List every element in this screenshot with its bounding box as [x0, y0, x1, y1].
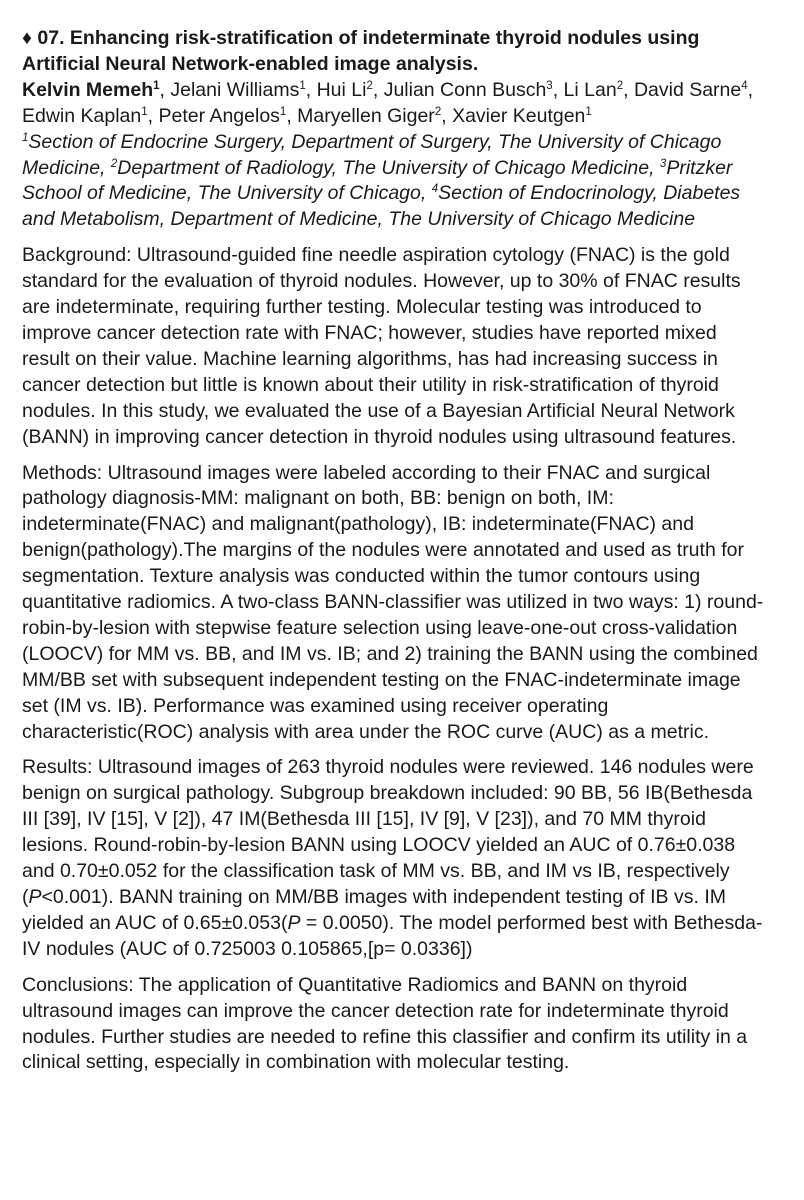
author-7: Peter Angelos$^1$	[158, 104, 287, 127]
author-4: Li Lan$^2$	[563, 78, 624, 101]
results-text-2: <0.001). BANN training on MM/BB images with independent testing of IB vs. IM yielded an AUC of 0.65±0.053(	[22, 886, 726, 934]
results-text-3: = 0.0050). The model performed best with Bethesda-IV nodules (AUC of 0.725003 0.105865,[p= 0.0336])	[22, 911, 763, 960]
results-p-symbol-2: P	[287, 911, 301, 934]
conclusions-label: Conclusions:	[22, 973, 134, 996]
abstract-title	[22, 26, 764, 78]
background-section	[22, 243, 764, 450]
author-8: Maryellen Giger$^2$	[297, 104, 442, 127]
background-text: Ultrasound-guided fine needle aspiration cytology (FNAC) is the gold standard for the evaluation of thyroid nodules. However, up to 30% of FNAC results are indeterminate, requiring further testing. Molecular testing was introduced to improve cancer detection rate with FNAC; however, studies have reported mixed result on their value. Machine learning algorithms, has had increasing success in cancer detection but little is known about their utility in risk-stratification of thyroid nodules. In this study, we evaluated the use of a Bayesian Artificial Neural Network (BANN) in improving cancer detection in thyroid nodules using ultrasound features.	[22, 244, 741, 448]
methods-text: Ultrasound images were labeled according to their FNAC and surgical pathology diagnosis-MM: malignant on both, BB: benign on both, IM: indeterminate(FNAC) and malignant(pathology), IB: indeterminate(FNAC) and benign(pathology).The margins of the nodules were annotated and used as truth for segmentation. Texture analysis was conducted within the tumor contours using quantitative radiomics. A two-class BANN-classifier was utilized in two ways: 1) round-robin-by-lesion with stepwise feature selection using leave-one-out cross-validation (LOOCV) for MM vs. BB, and IM vs. IB; and 2) training the BANN using the combined MM/BB set with subsequent independent testing on the FNAC-indeterminate image set (IM vs. IB). Performance was examined using receiver operating characteristic(ROC) analysis with area under the ROC curve (AUC) as a metric.	[22, 461, 764, 743]
abstract-title-text: Enhancing risk-stratification of indeterminate thyroid nodules using Artificial Neural Network-enabled image analysis.	[22, 27, 700, 75]
results-label: Results:	[22, 756, 93, 779]
conclusions-text: The application of Quantitative Radiomics and BANN on thyroid ultrasound images can improve the cancer detection rate for indeterminate thyroid nodules. Further studies are needed to refine this classifier and confirm its utility in a clinical setting, especially in combination with molecular testing.	[22, 973, 748, 1074]
author-9: Xavier Keutgen$^1$	[452, 104, 592, 127]
results-section	[22, 755, 764, 962]
results-text-1: Ultrasound images of 263 thyroid nodules were reviewed. 146 nodules were benign on surgical pathology. Subgroup breakdown included: 90 BB, 56 IB(Bethesda III [39], IV [15], V [2]), 47 IM(Bethesda III [15], IV [9], V [23]), and 70 MM thyroid lesions. Round-robin-by-lesion BANN using LOOCV yielded an AUC of 0.76±0.038 and 0.70±0.052 for the classification task of MM vs. BB, and IM vs IB, respectively (	[22, 756, 754, 908]
conclusions-section	[22, 973, 764, 1077]
author-0: Kelvin Memeh$^1$	[22, 78, 160, 101]
methods-label: Methods:	[22, 461, 103, 484]
author-2: Hui Li$^2$	[316, 78, 373, 101]
affiliation-4: $^4$Section of Endocrinology, Diabetes and Metabolism, Department of Medicine, The University of Chicago Medicine	[22, 182, 741, 231]
diamond-bullet-icon: ♦	[22, 27, 32, 49]
author-5: David Sarne$^4$	[633, 78, 748, 101]
results-p-symbol-1: P	[28, 886, 42, 908]
abstract-number: 07.	[37, 27, 65, 49]
author-3: Julian Conn Busch$^3$	[383, 78, 553, 101]
affiliation-list	[22, 130, 764, 234]
methods-section	[22, 461, 764, 746]
affiliation-2: $^2$Department of Radiology, The University of Chicago Medicine,	[110, 156, 660, 179]
affiliation-1: $^1$Section of Endocrine Surgery, Department of Surgery, The University of Chicago Medicine,	[22, 130, 722, 179]
author-6: Edwin Kaplan$^1$	[22, 104, 148, 127]
affiliation-3: $^3$Pritzker School of Medicine, The University of Chicago,	[22, 156, 733, 205]
author-1: Jelani Williams$^1$	[170, 78, 306, 101]
author-list: Kelvin Memeh$^1$, Jelani Williams$^1$, Hui Li$^2$, Julian Conn Busch$^3$, Li Lan$^2$, David Sarne$^4$, Edwin Kaplan$^1$, Peter Angelos$^1$, Maryellen Giger$^2$, Xavier Keutgen$^1$	[22, 78, 754, 127]
background-label: Background:	[22, 244, 132, 267]
